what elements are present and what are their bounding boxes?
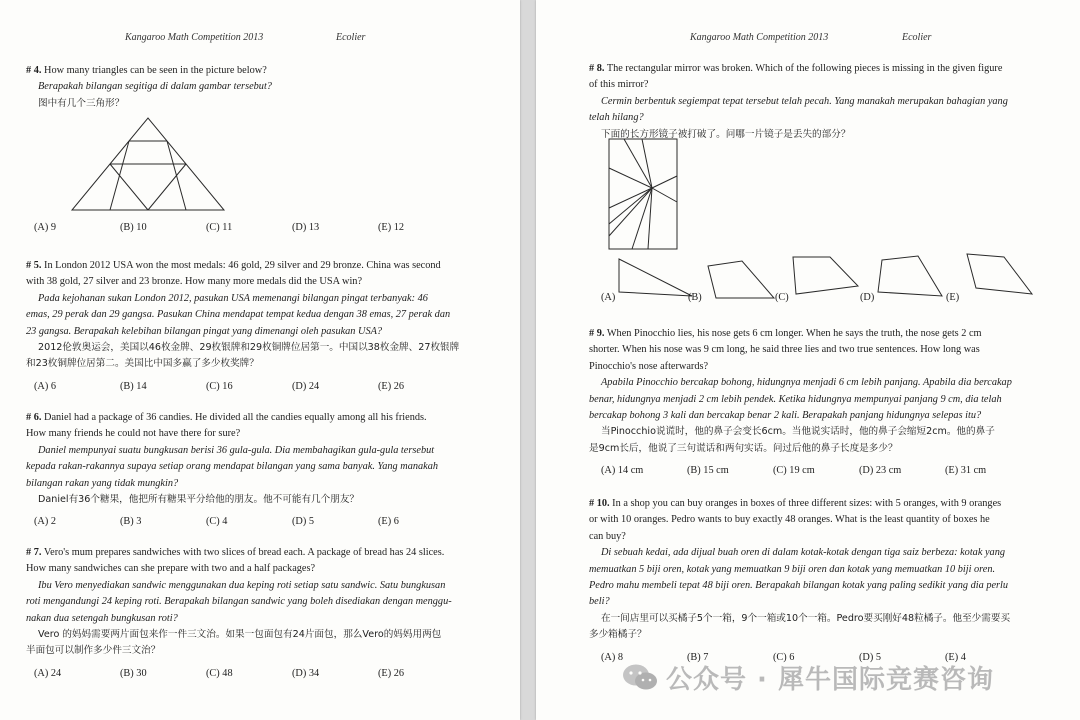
option-c-shape[interactable] xyxy=(790,254,862,300)
question-text-ms: memuatkan 5 biji oren, kotak yang memuatkan 9 biji oren dan kotak yang memuatkan 10 biji oren. xyxy=(589,563,996,575)
question-text-en: How many sandwiches can she prepare with two and a half packages? xyxy=(26,563,316,575)
question-text-ms: Cermin berbentuk segiempat tepat tersebut telah pecah. Yang manakah merupakan bahagian yang xyxy=(601,95,1008,107)
question-number: # 7. xyxy=(26,547,42,558)
option-b[interactable]: (B) 3 xyxy=(120,516,142,528)
question-text-ms: Pedro mahu membeli tepat 48 biji oren. Berapakah bilangan kotak yang paling sedikit yang dia perlu xyxy=(589,580,1009,592)
option-e[interactable]: (E) 26 xyxy=(378,380,405,392)
question-text-ms: emas, 29 perak dan 29 gangsa. Pasukan China mendapat tempat kedua dengan 38 emas, 27 perak dan xyxy=(26,309,451,321)
option-e[interactable]: (E) 26 xyxy=(378,667,405,679)
option-e-shape[interactable] xyxy=(962,252,1036,298)
option-a[interactable]: (A) 2 xyxy=(34,516,57,528)
question-text-ms: Apabila Pinocchio bercakap bohong, hidungnya menjadi 6 cm lebih panjang. Apabila dia bercakap xyxy=(601,377,1012,389)
question-text-zh: 下面的长方形镜子被打破了。问哪一片镜子是丢失的部分？ xyxy=(601,128,851,140)
question-number: # 4. xyxy=(26,65,42,76)
right-page xyxy=(536,0,1080,720)
question-text-en: The rectangular mirror was broken. Which of the following pieces is missing in the given figure xyxy=(606,63,1003,74)
answer-options xyxy=(26,220,496,238)
option-d[interactable]: (D) xyxy=(860,292,875,303)
question-number: # 5. xyxy=(26,260,42,271)
option-e[interactable]: (E) 31 cm xyxy=(945,465,987,477)
question-text-en: of this mirror? xyxy=(589,79,649,91)
question-text-zh: Vero 的妈妈需要两片面包来作一件三文治。如果一包面包有24片面包，那么Vero的妈妈用两包 xyxy=(38,629,442,641)
option-b-shape[interactable] xyxy=(704,258,778,302)
question-text-ms: bercakap bohong 3 kali dan bercakap benar 2 kali. Berapakah panjang hidungnya selepas itu? xyxy=(589,410,982,422)
option-e[interactable]: (E) 12 xyxy=(378,222,405,234)
option-a[interactable]: (A) 6 xyxy=(34,380,57,392)
option-b[interactable]: (B) 7 xyxy=(687,651,709,663)
question-text-en: Vero's mum prepares sandwiches with two slices of bread each. A package of bread has 24 slices. xyxy=(43,547,445,558)
question-text-zh: 在一间店里可以买橘子5个一箱，9个一箱或10个一箱。Pedro要买刚好48粒橘子。他至少需要买 xyxy=(601,612,1011,624)
question-10 xyxy=(589,496,1067,668)
question-text-zh: 是9cm长后，他说了三句谎话和两句实话。问过后他的鼻子长度是多少？ xyxy=(589,442,898,454)
question-text-ms: Pada kejohanan sukan London 2012, pasukan USA memenangi bilangan pingat terbanyak: 46 xyxy=(38,292,428,304)
question-text-en: In London 2012 USA won the most medals: 46 gold, 29 silver and 29 bronze. China was second xyxy=(44,260,441,271)
left-page xyxy=(0,0,520,720)
option-a[interactable]: (A) 24 xyxy=(34,667,62,679)
question-text-ms: nakan dua setengah bungkusan roti? xyxy=(26,612,178,624)
question-text-zh: 和23枚铜牌位居第二。美国比中国多赢了多少枚奖牌？ xyxy=(26,358,259,370)
option-b[interactable]: (B) 14 xyxy=(120,380,147,392)
question-text-zh: 当Pinocchio说谎时，他的鼻子会变长6cm。当他说实话时，他的鼻子会缩短2cm。他的鼻子 xyxy=(601,426,995,438)
option-d[interactable]: (D) 13 xyxy=(292,222,320,234)
competition-title: Kangaroo Math Competition 2013 xyxy=(125,32,264,43)
question-text-ms: beli? xyxy=(589,596,610,608)
question-7 xyxy=(26,545,496,684)
answer-options xyxy=(26,514,496,532)
question-text-zh: Daniel有36个糖果，他把所有糖果平分给他的朋友。他不可能有几个朋友？ xyxy=(38,494,360,506)
option-b[interactable]: (B) 15 cm xyxy=(687,465,729,477)
question-text-ms: Berapakah bilangan segitiga di dalam gambar tersebut? xyxy=(38,81,272,93)
option-d[interactable]: (D) 23 cm xyxy=(859,465,902,477)
option-b[interactable]: (B) xyxy=(688,292,702,303)
option-c[interactable]: (C) 11 xyxy=(206,222,233,234)
level-label: Ecolier xyxy=(336,32,366,43)
option-c[interactable]: (C) xyxy=(775,292,789,303)
option-e[interactable]: (E) xyxy=(946,292,960,303)
question-8 xyxy=(589,61,1067,143)
answer-options xyxy=(26,666,496,684)
wechat-icon xyxy=(620,662,660,692)
option-d[interactable]: (D) 24 xyxy=(292,380,320,392)
question-text-ms: Daniel mempunyai suatu bungkusan berisi 36 gula-gula. Dia membahagikan gula-gula tersebut xyxy=(38,444,435,456)
competition-title: Kangaroo Math Competition 2013 xyxy=(690,32,829,43)
option-c[interactable]: (C) 48 xyxy=(206,667,233,679)
question-text-ms: kepada rakan-rakannya supaya setiap orang mendapat bilangan yang sama banyak. Yang manakah xyxy=(26,461,439,473)
question-text-ms: benar, hidungnya menjadi 2 cm lebih pendek. Ketika hidungnya mempunyai panjang 9 cm, dia telah xyxy=(589,393,1002,405)
answer-options xyxy=(26,379,496,397)
question-number: # 6. xyxy=(26,412,42,423)
question-text-en: can buy? xyxy=(589,530,626,542)
question-9 xyxy=(589,326,1067,481)
broken-mirror-figure xyxy=(608,138,680,252)
option-a[interactable]: (A) 9 xyxy=(34,222,57,234)
question-text-en: When Pinocchio lies, his nose gets 6 cm longer. When he says the truth, the nose gets 2 cm xyxy=(606,328,982,339)
answer-options xyxy=(589,463,1067,481)
question-text-ms: Ibu Vero menyediakan sandwic menggunakan dua keping roti setiap satu sandwic. Satu bungkusan xyxy=(38,579,446,591)
option-c[interactable]: (C) 6 xyxy=(773,651,795,663)
question-text-ms: telah hilang? xyxy=(589,112,644,124)
question-text-zh: 图中有几个三角形？ xyxy=(38,97,125,109)
question-text-zh: 多少箱橘子？ xyxy=(589,629,647,641)
option-a-shape[interactable] xyxy=(616,256,696,300)
question-text-en: In a shop you can buy oranges in boxes of three different sizes: with 5 oranges, with 9 oranges xyxy=(612,498,1002,509)
option-d-shape[interactable] xyxy=(876,254,948,300)
option-b[interactable]: (B) 30 xyxy=(120,667,147,679)
option-d[interactable]: (D) 5 xyxy=(292,516,315,528)
question-6 xyxy=(26,410,496,532)
option-e[interactable]: (E) 4 xyxy=(945,651,966,663)
question-text-en: with 38 gold, 27 silver and 23 bronze. How many more medals did the USA win? xyxy=(26,276,363,288)
question-text-ms: Di sebuah kedai, ada dijual buah oren di dalam kotak-kotak dengan tiga saiz berbeza: kotak yang xyxy=(601,547,1005,559)
option-c[interactable]: (C) 16 xyxy=(206,380,233,392)
question-text-ms: 23 gangsa. Berapakah kelebihan bilangan pingat yang dimenangi oleh pasukan USA? xyxy=(26,325,383,337)
level-label: Ecolier xyxy=(902,32,932,43)
triangles-figure xyxy=(70,114,230,214)
question-number: # 9. xyxy=(589,328,605,339)
question-4 xyxy=(26,63,496,238)
watermark xyxy=(620,660,994,694)
question-number: # 10. xyxy=(589,498,610,509)
question-text-en: How many friends he could not have there for sure? xyxy=(26,428,241,440)
question-text-ms: roti mengandungi 24 keping roti. Berapakah bilangan sandwic yang boleh disediakan dengan menggu- xyxy=(26,596,452,608)
question-text-en: or with 10 oranges. Pedro wants to buy exactly 48 oranges. What is the least quantity of boxes he xyxy=(589,514,990,526)
question-5 xyxy=(26,258,496,397)
question-text-en: Daniel had a package of 36 candies. He divided all the candies equally among all his friends. xyxy=(44,412,427,423)
question-text-en: shorter. When his nose was 9 cm long, he said three lies and two true sentences. How long was xyxy=(589,344,980,356)
option-c[interactable]: (C) 19 cm xyxy=(773,465,815,477)
option-a[interactable]: (A) xyxy=(601,292,616,303)
option-d[interactable]: (D) 34 xyxy=(292,667,320,679)
question-text-zh: 2012伦敦奥运会，美国以46枚金牌、29枚银牌和29枚铜牌位居第一。中国以38枚金牌、27枚银牌 xyxy=(38,342,460,354)
option-a[interactable]: (A) 14 cm xyxy=(601,465,644,477)
option-c[interactable]: (C) 4 xyxy=(206,516,228,528)
watermark-text: 公众号 · 犀牛国际竞赛咨询 xyxy=(666,664,994,695)
question-text-zh: 半面包可以制作多少件三文治？ xyxy=(26,645,161,657)
option-a[interactable]: (A) 8 xyxy=(601,651,624,663)
option-b[interactable]: (B) 10 xyxy=(120,222,147,234)
question-text-ms: bilangan rakan yang tidak mungkin? xyxy=(26,477,179,489)
question-text-en: How many triangles can be seen in the picture below? xyxy=(44,65,267,76)
option-d[interactable]: (D) 5 xyxy=(859,651,882,663)
question-number: # 8. xyxy=(589,63,605,74)
question-text-en: Pinocchio's nose afterwards? xyxy=(589,360,709,372)
option-e[interactable]: (E) 6 xyxy=(378,516,399,528)
